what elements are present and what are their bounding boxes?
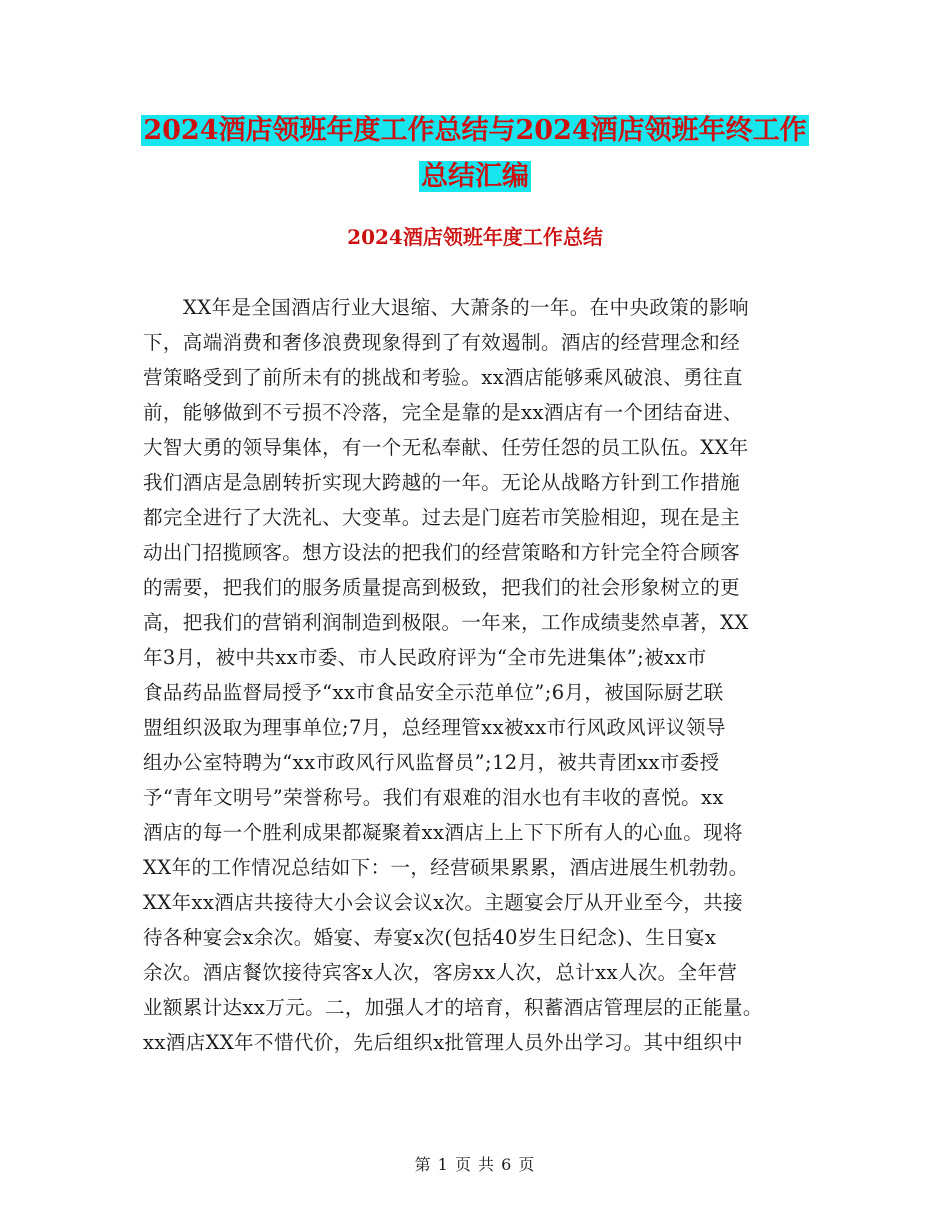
document-title-line-1: 2024酒店领班年度工作总结与2024酒店领班年终工作 bbox=[143, 115, 807, 146]
body-line: 盟组织汲取为理事单位;7月，总经理管xx被xx市行风政风评议领导 bbox=[143, 716, 726, 739]
body-line: 我们酒店是急剧转折实现大跨越的一年。无论从战略方针到工作措施 bbox=[143, 471, 741, 494]
body-line: 组办公室特聘为“xx市政风行风监督员”;12月，被共青团xx市委授 bbox=[143, 751, 720, 774]
document-title-line-2: 总结汇编 bbox=[421, 161, 529, 192]
body-line: 高，把我们的营销利润制造到极限。一年来，工作成绩斐然卓著，XX bbox=[143, 611, 749, 634]
document-title bbox=[0, 108, 950, 200]
body-line: 的需要，把我们的服务质量提高到极致，把我们的社会形象树立的更 bbox=[143, 576, 741, 599]
section-title: 2024酒店领班年度工作总结 bbox=[347, 225, 603, 249]
body-line: XX年xx酒店共接待大小会议会议x次。主题宴会厅从开业至今，共接 bbox=[143, 891, 744, 914]
page-footer: 第 1 页 共 6 页 bbox=[414, 1155, 536, 1174]
body-line: 动出门招揽顾客。想方设法的把我们的经营策略和方针完全符合顾客 bbox=[143, 541, 741, 564]
body-line: 待各种宴会x余次。婚宴、寿宴x次(包括40岁生日纪念)、生日宴x bbox=[143, 926, 717, 949]
body-line: XX年是全国酒店行业大退缩、大萧条的一年。在中央政策的影响 bbox=[183, 296, 749, 319]
body-line: 大智大勇的领导集体，有一个无私奉献、任劳任怨的员工队伍。XX年 bbox=[143, 436, 749, 459]
body-line: 余次。酒店餐饮接待宾客x人次，客房xx人次，总计xx人次。全年营 bbox=[143, 961, 738, 984]
body-line: 下，高端消费和奢侈浪费现象得到了有效遏制。酒店的经营理念和经 bbox=[143, 331, 741, 354]
body-line: 都完全进行了大洗礼、大变革。过去是门庭若市笑脸相迎，现在是主 bbox=[143, 506, 741, 529]
body-line: 年3月，被中共xx市委、市人民政府评为“全市先进集体”;被xx市 bbox=[143, 646, 707, 669]
body-line: 予“青年文明号”荣誉称号。我们有艰难的泪水也有丰收的喜悦。xx bbox=[143, 786, 724, 809]
body-paragraph bbox=[143, 290, 813, 1060]
body-line: 食品药品监督局授予“xx市食品安全示范单位”;6月，被国际厨艺联 bbox=[143, 681, 724, 704]
body-line: 酒店的每一个胜利成果都凝聚着xx酒店上上下下所有人的心血。现将 bbox=[143, 821, 743, 844]
body-line: 营策略受到了前所未有的挑战和考验。xx酒店能够乘风破浪、勇往直 bbox=[143, 366, 743, 389]
body-line: 业额累计达xx万元。二，加强人才的培育，积蓄酒店管理层的正能量。 bbox=[143, 996, 763, 1019]
body-line: xx酒店XX年不惜代价，先后组织x批管理人员外出学习。其中组织中 bbox=[143, 1031, 744, 1054]
body-line: 前，能够做到不亏损不冷落，完全是靠的是xx酒店有一个团结奋进、 bbox=[143, 401, 743, 424]
body-line: XX年的工作情况总结如下：一，经营硕果累累，酒店进展生机勃勃。 bbox=[143, 856, 749, 879]
